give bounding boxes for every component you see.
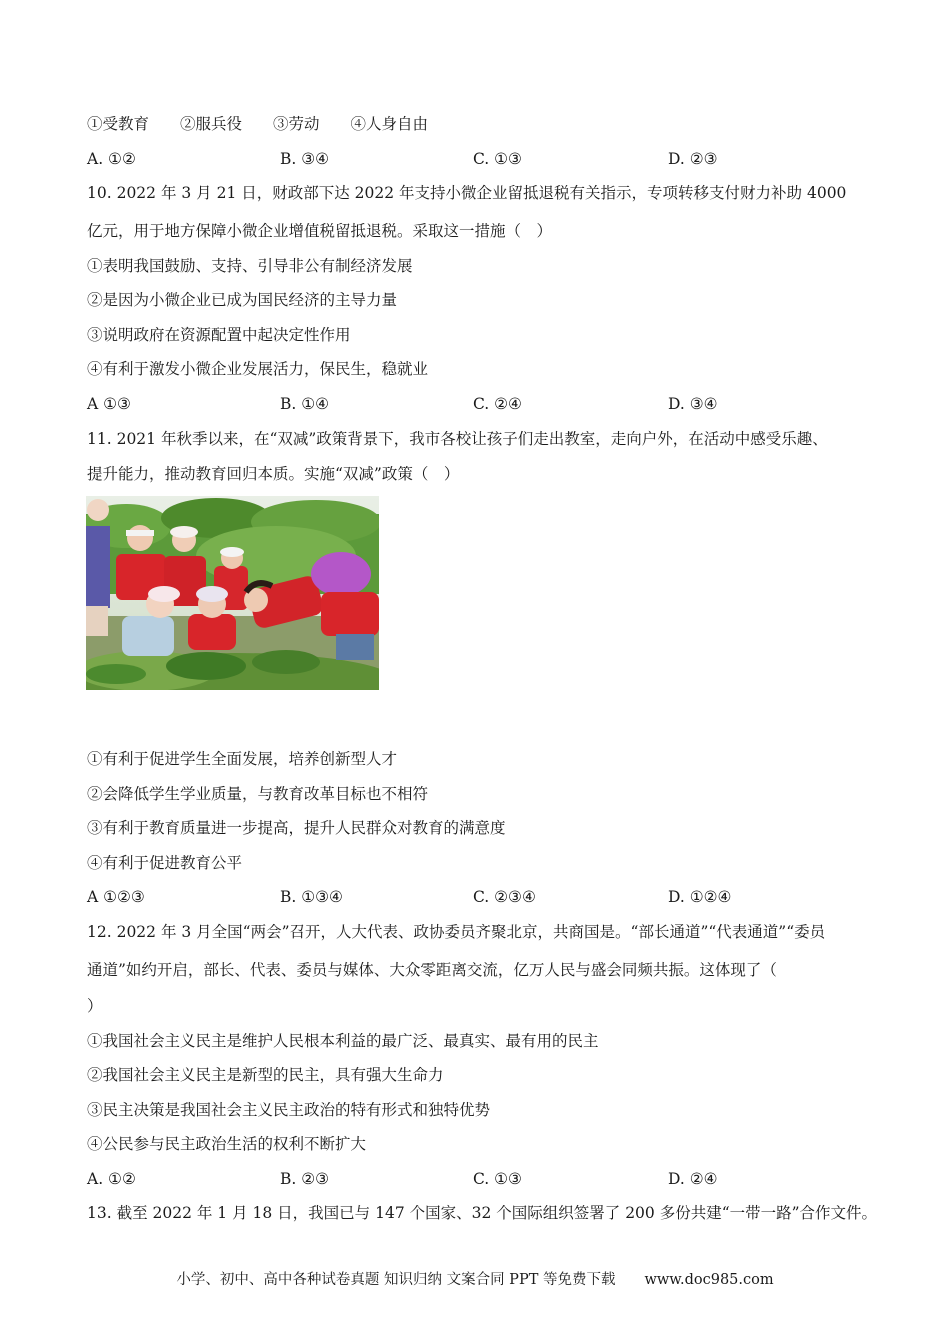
q12-option-c[interactable]: C. ①③ [473, 1170, 522, 1188]
q12-item-3: ③民主决策是我国社会主义民主政治的特有形式和独特优势 [87, 1101, 491, 1119]
q9-option-a[interactable]: A. ①② [87, 150, 136, 168]
q13-stem-line1: 13. 截至 2022 年 1 月 18 日，我国已与 147 个国家、32 个国际组织签署了 200 多份共建“一带一路”合作文件。 [87, 1204, 878, 1222]
q12-stem-line2: 通道”如约开启，部长、代表、委员与媒体、大众零距离交流，亿万人民与盛会同频共振。这体现了（ [87, 961, 777, 979]
q11-option-a[interactable]: A ①②③ [87, 888, 145, 906]
q10-option-a[interactable]: A ①③ [87, 395, 131, 413]
q12-option-d[interactable]: D. ②④ [668, 1170, 718, 1188]
q12-item-4: ④公民参与民主政治生活的权利不断扩大 [87, 1135, 367, 1153]
q11-item-2: ②会降低学生学业质量，与教育改革目标也不相符 [87, 785, 429, 803]
q10-option-b[interactable]: B. ①④ [280, 395, 330, 413]
q12-item-2: ②我国社会主义民主是新型的民主，具有强大生命力 [87, 1066, 444, 1084]
q12-option-b[interactable]: B. ②③ [280, 1170, 330, 1188]
q10-item-1: ①表明我国鼓励、支持、引导非公有制经济发展 [87, 257, 413, 275]
children-outdoor-activity-photo [86, 496, 379, 690]
q11-option-b[interactable]: B. ①③④ [280, 888, 343, 906]
q11-option-d[interactable]: D. ①②④ [668, 888, 732, 906]
q9-items: ①受教育 ②服兵役 ③劳动 ④人身自由 [87, 115, 429, 133]
q12-options [87, 1169, 867, 1189]
q12-option-a[interactable]: A. ①② [87, 1170, 136, 1188]
q12-stem-line3: ） [87, 997, 103, 1015]
q10-stem-line2: 亿元，用于地方保障小微企业增值税留抵退税。采取这一措施（ ） [87, 222, 553, 240]
q9-option-b[interactable]: B. ③④ [280, 150, 330, 168]
q11-stem-line1: 11. 2021 年秋季以来，在“双减”政策背景下，我市各校让孩子们走出教室，走向户外，在活动中感受乐趣、 [87, 430, 828, 448]
q10-option-c[interactable]: C. ②④ [473, 395, 522, 413]
page-footer: 小学、初中、高中各种试卷真题 知识归纳 文案合同 PPT 等免费下载 www.doc985.com [176, 1272, 774, 1288]
q10-stem-line1: 10. 2022 年 3 月 21 日，财政部下达 2022 年支持小微企业留抵退税有关指示，专项转移支付财力补助 4000 [87, 184, 847, 202]
q10-item-3: ③说明政府在资源配置中起决定性作用 [87, 326, 351, 344]
q10-item-2: ②是因为小微企业已成为国民经济的主导力量 [87, 291, 398, 309]
q10-option-d[interactable]: D. ③④ [668, 395, 718, 413]
q9-option-d[interactable]: D. ②③ [668, 150, 718, 168]
q12-stem-line1: 12. 2022 年 3 月全国“两会”召开，人大代表、政协委员齐聚北京，共商国是。“部长通道”“代表通道”“委员 [87, 923, 826, 941]
q11-options [87, 887, 867, 907]
q12-item-1: ①我国社会主义民主是维护人民根本利益的最广泛、最真实、最有用的民主 [87, 1032, 599, 1050]
q9-options [87, 149, 867, 169]
q10-item-4: ④有利于激发小微企业发展活力，保民生，稳就业 [87, 360, 429, 378]
q11-item-1: ①有利于促进学生全面发展，培养创新型人才 [87, 750, 398, 768]
q9-option-c[interactable]: C. ①③ [473, 150, 522, 168]
q11-item-4: ④有利于促进教育公平 [87, 854, 243, 872]
q10-options [87, 394, 867, 414]
q11-option-c[interactable]: C. ②③④ [473, 888, 536, 906]
q11-item-3: ③有利于教育质量进一步提高，提升人民群众对教育的满意度 [87, 819, 506, 837]
q11-stem-line2: 提升能力，推动教育回归本质。实施“双减”政策（ ） [87, 465, 460, 483]
